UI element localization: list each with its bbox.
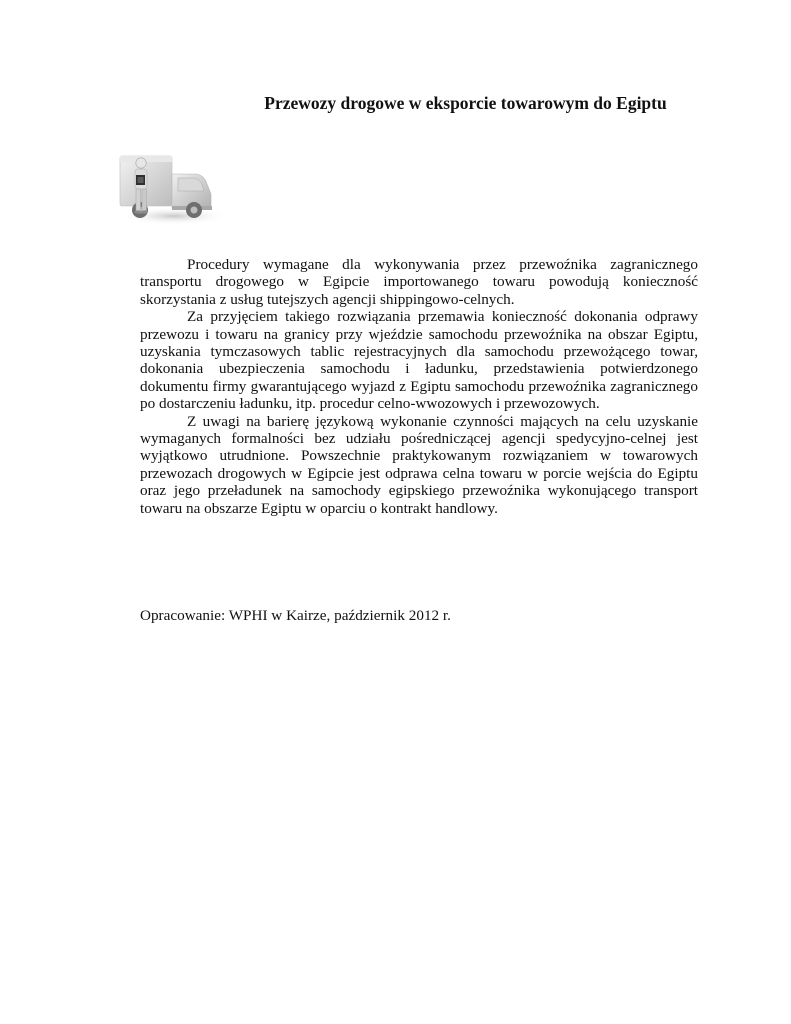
paragraph-procedures: Procedury wymagane dla wykonywania przez przewoźnika zagranicznego transportu drogowego w Egipcie importowanego towaru powodują konieczność skorzystania z usług tutejszych agencji shippingowo-celnych. [140,256,698,308]
document-title: Przewozy drogowe w eksporcie towarowym do Egiptu [264,93,667,113]
document-footer: Opracowanie: WPHI w Kairze, październik 2012 r. [140,607,451,624]
paragraph-reasons: Za przyjęciem takiego rozwiązania przemawia konieczność dokonania odprawy przewozu i towaru na granicy przy wjeździe samochodu przewoźnika na obszar Egiptu, uzyskania tymczasowych tablic rejestracyjnych dla samochodu przewożącego towar, dokonania ubezpieczenia samochodu i ładunku, przedstawienia potwierdzonego dokumentu firmy gwarantującego wyjazd z Egiptu samochodu przewoźnika zagranicznego po dostarczeniu ładunku, itp. procedur celno-wwozowych i przewozowych. [140,308,698,413]
document-body [140,256,698,517]
paragraph-language-barrier: Z uwagi na barierę językową wykonanie czynności mających na celu uzyskanie wymaganych formalności bez udziału pośredniczącej agencji spedycyjno-celnej jest wyjątkowo utrudnione. Powszechnie praktykowanym rozwiązaniem w towarowych przewozach drogowych w Egipcie jest odprawa celna towaru w porcie wejścia do Egiptu oraz jego przeładunek na samochody egipskiego przewoźnika wykonującego transport towaru na obszarze Egiptu w oparciu o kontrakt handlowy. [140,412,698,517]
truck-with-worker-icon [112,150,230,228]
